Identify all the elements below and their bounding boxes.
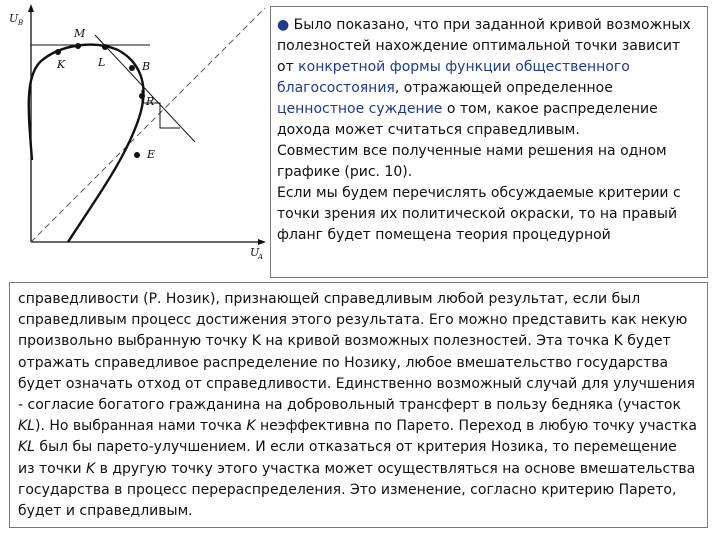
highlight-welfare-function: конкретной формы функции общественного благосостояния bbox=[277, 59, 630, 96]
axis-x-label: U bbox=[250, 246, 260, 259]
intro-paragraph-2: Совместим все полученные нами решения на одном графике (рис. 10). bbox=[277, 143, 667, 180]
point-m bbox=[75, 43, 81, 49]
label-l: L bbox=[98, 56, 106, 69]
axis-x-sub: A bbox=[258, 253, 264, 261]
x-axis-arrow bbox=[258, 239, 266, 245]
point-k bbox=[55, 49, 61, 55]
label-r: R bbox=[146, 95, 155, 108]
utility-possibility-graph bbox=[0, 0, 270, 270]
intro-paragraph-3: Если мы будем перечислять обсуждаемые критерии с точки зрения их политической окраски, то на правый фланг будет помещена теория процедурной bbox=[277, 185, 681, 243]
point-e bbox=[134, 152, 140, 158]
label-b: B bbox=[142, 60, 151, 73]
utility-frontier-curve bbox=[29, 45, 144, 242]
equality-line bbox=[31, 8, 265, 242]
label-k: K bbox=[57, 58, 66, 71]
point-r bbox=[139, 93, 145, 99]
label-e: E bbox=[147, 148, 156, 161]
nozick-paragraph: справедливости (Р. Нозик), признающей справедливым любой результат, если был справедливым процесс достижения этого результата. Его можно представить как некую произвольно выбранную точку K на кривой возможных полезностей. Эта точка K будет отражать справедливое распределение по Нозику, любое вмешательство государства будет означать отход от справедливости. Единственно возможный случай для улучшения - согласие богатого гражданина на добровольный трансферт в пользу бедняка (участок KL). Но выбранная нами точка K неэффективна по Парето. Переход в любую точку участка KL был бы парето-улучшением. И если отказаться от критерия Нозика, то перемещение из точки K в другую точку этого участка может осуществляться на основе вмешательства государства в процесс перераспределения. Это изменение, согласно критерию Парето, будет и справедливым. bbox=[18, 291, 697, 520]
intro-text-box bbox=[270, 6, 708, 278]
axis-y-label: U bbox=[9, 12, 19, 25]
label-m: M bbox=[74, 27, 86, 40]
y-axis-arrow bbox=[28, 4, 34, 12]
intro-paragraph-1: ● Было показано, что при заданной кривой возможных полезностей нахождение оптимальной точки зависит от конкретной формы функции общественного благосостояния, отражающей определенное ценностное суждение о том, какое распределение дохода может считаться справедливым. bbox=[277, 17, 691, 138]
axis-y-sub: B bbox=[18, 19, 24, 27]
highlight-value-judgement: ценностное суждение bbox=[277, 101, 443, 117]
tangent-line bbox=[95, 35, 195, 142]
bullet-icon: ● bbox=[277, 17, 290, 33]
nozick-text-box bbox=[9, 282, 708, 528]
point-l bbox=[102, 44, 108, 50]
point-b bbox=[129, 65, 135, 71]
